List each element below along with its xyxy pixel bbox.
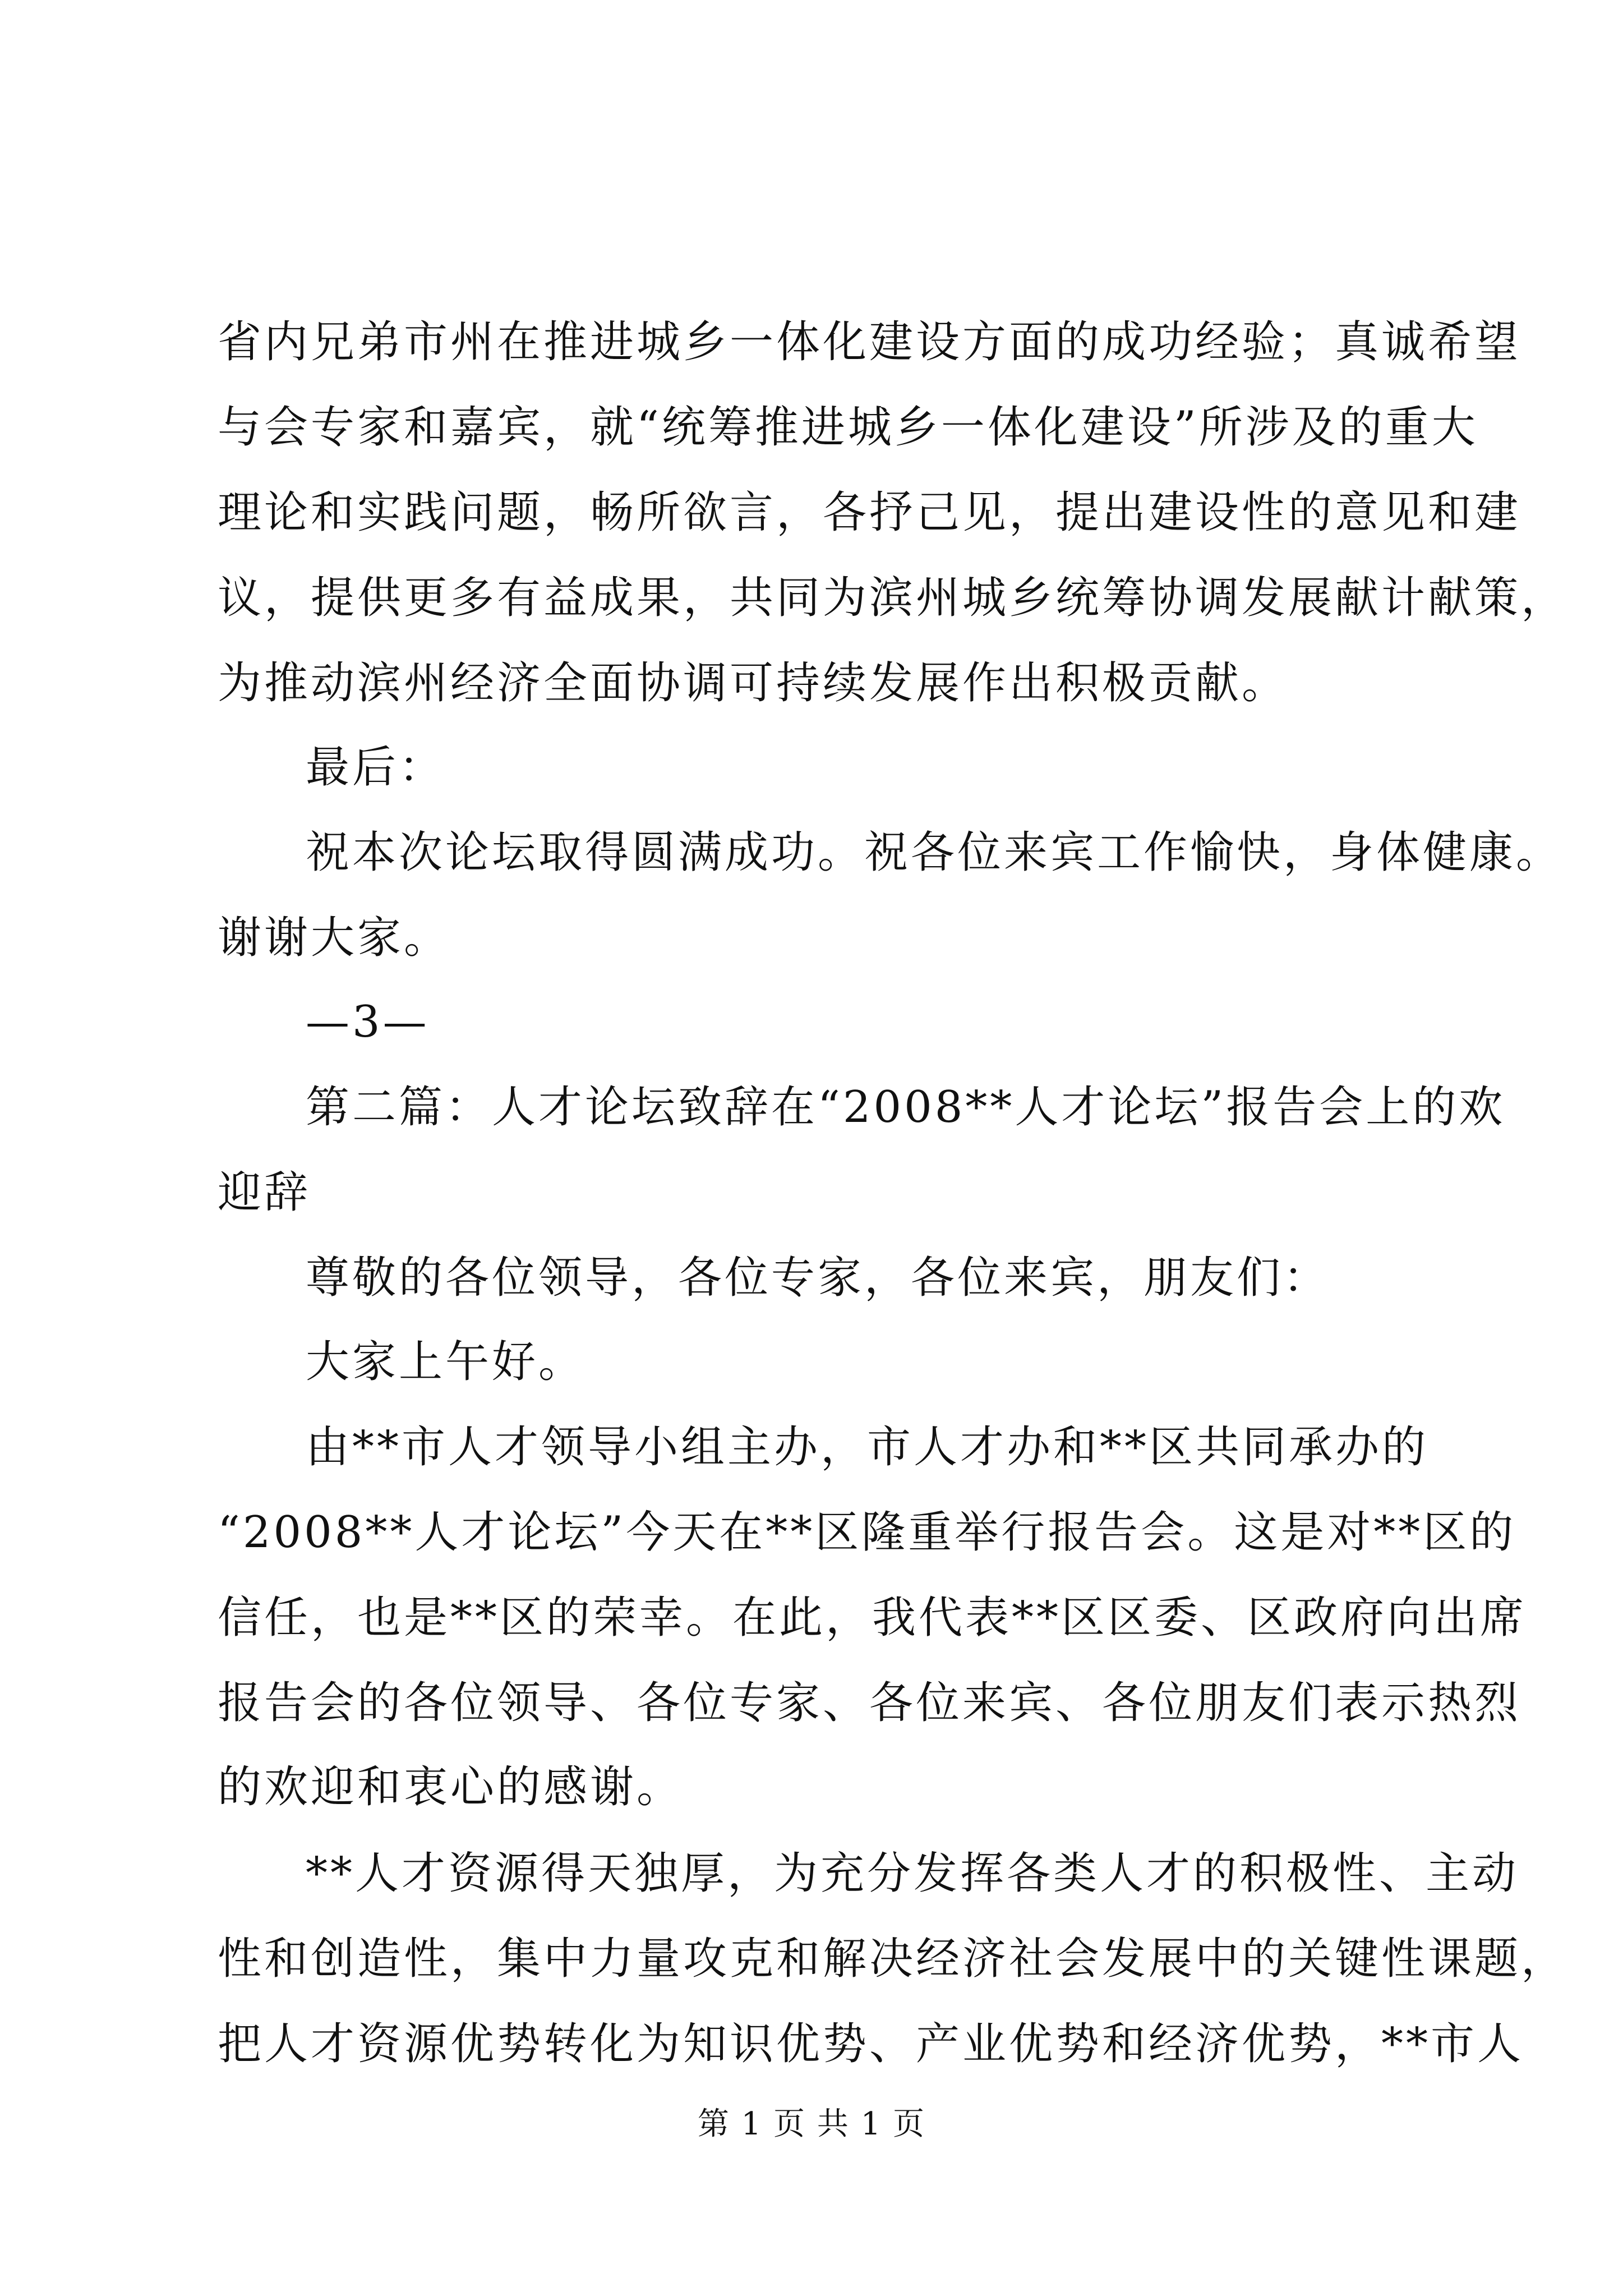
body-line: 性和创造性，集中力量攻克和解决经济社会发展中的关键性课题， — [218, 1934, 1568, 1984]
section-heading: 第二篇：人才论坛致辞在“2008**人才论坛”报告会上的欢 — [306, 1082, 1506, 1133]
greeting: 大家上午好。 — [306, 1337, 585, 1387]
body-line: 为推动滨州经济全面协调可持续发展作出积极贡献。 — [218, 658, 1289, 708]
body-line: 理论和实践问题，畅所欲言，各抒己见，提出建设性的意见和建 — [218, 487, 1521, 538]
page-marker: —3— — [306, 997, 430, 1047]
body-line: **人才资源得天独厚，为充分发挥各类人才的积极性、主动 — [306, 1848, 1519, 1899]
body-line: 谢谢大家。 — [218, 913, 451, 963]
body-line: 信任，也是**区的荣幸。在此，我代表**区区委、区政府向出席 — [218, 1593, 1527, 1643]
body-line: 与会专家和嘉宾，就“统筹推进城乡一体化建设”所涉及的重大 — [218, 402, 1478, 453]
body-line: 由**市人才领导小组主办，市人才办和**区共同承办的 — [306, 1422, 1429, 1473]
body-line: 报告会的各位领导、各位专家、各位来宾、各位朋友们表示热烈 — [218, 1678, 1521, 1728]
body-line: “2008**人才论坛”今天在**区隆重举行报告会。这是对**区的 — [218, 1507, 1516, 1558]
salutation: 尊敬的各位领导，各位专家，各位来宾，朋友们： — [306, 1253, 1330, 1303]
body-line: 的欢迎和衷心的感谢。 — [218, 1762, 684, 1812]
page-footer: 第 1 页 共 1 页 — [697, 2106, 926, 2142]
body-line: 省内兄弟市州在推进城乡一体化建设方面的成功经验；真诚希望 — [218, 317, 1521, 367]
body-line: 最后： — [306, 742, 446, 793]
body-line: 祝本次论坛取得圆满成功。祝各位来宾工作愉快，身体健康。 — [306, 827, 1563, 878]
section-heading: 迎辞 — [218, 1167, 311, 1218]
body-line: 议，提供更多有益成果，共同为滨州城乡统筹协调发展献计献策， — [218, 573, 1568, 623]
body-line: 把人才资源优势转化为知识优势、产业优势和经济优势，**市人 — [218, 2019, 1524, 2069]
